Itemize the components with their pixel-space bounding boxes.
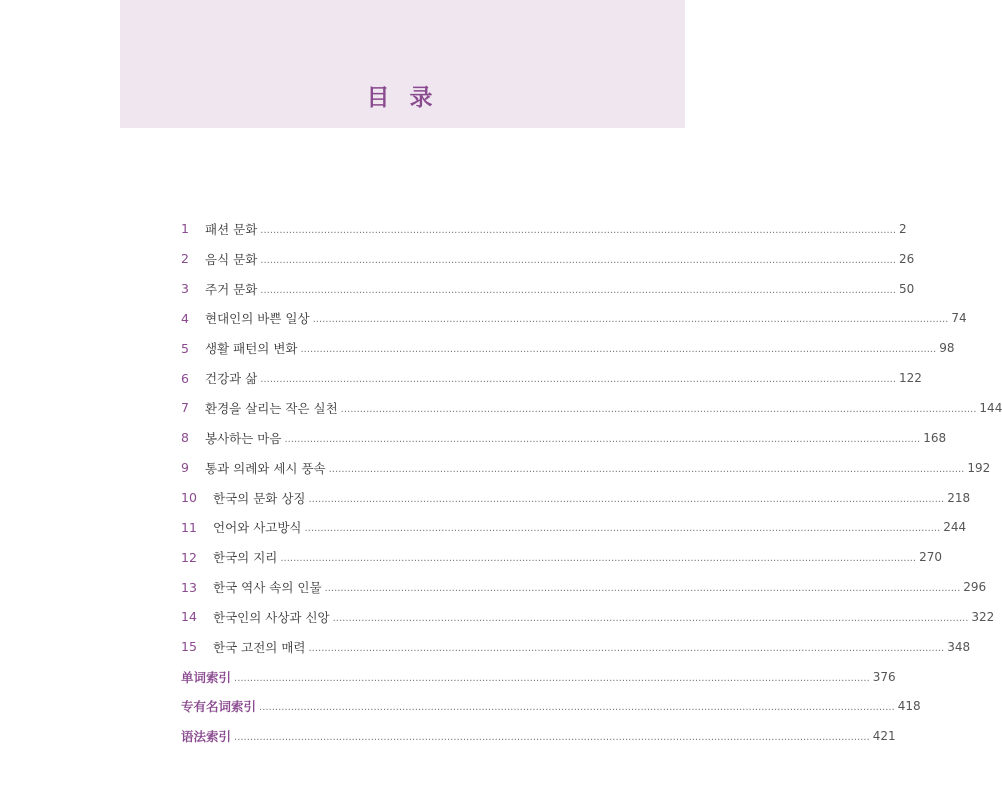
toc-chapter-row[interactable] (181, 602, 995, 632)
page-number: 296 (963, 580, 987, 595)
chapter-title: 언어와 사고방식 (213, 520, 302, 536)
page-number: 322 (971, 609, 995, 624)
page-number: 192 (967, 460, 991, 475)
page-number: 50 (899, 281, 915, 296)
leader-dots: ........................................................................................................................................................................................................ (332, 612, 969, 624)
leader-dots: ........................................................................................................................................................................................................ (308, 493, 945, 505)
table-of-contents (181, 214, 1002, 751)
chapter-number: 2 (181, 251, 189, 267)
chapter-number: 9 (181, 460, 189, 476)
leader-dots: ........................................................................................................................................................................................................ (260, 284, 897, 296)
toc-chapter-row[interactable] (181, 453, 991, 483)
header-band (120, 0, 685, 128)
leader-dots: ........................................................................................................................................................................................................ (312, 314, 949, 326)
page-number: 122 (899, 371, 922, 386)
page-number: 418 (897, 699, 921, 714)
toc-chapter-row[interactable] (181, 483, 971, 513)
leader-dots: ........................................................................................................................................................................................................ (260, 374, 897, 386)
chapter-title: 생활 패턴의 변화 (205, 341, 298, 357)
toc-chapter-row[interactable] (181, 333, 955, 363)
chapter-number: 12 (181, 549, 197, 565)
chapter-title: 패션 문화 (205, 221, 258, 237)
chapter-number: 14 (181, 609, 197, 625)
toc-index-row[interactable] (181, 721, 896, 751)
chapter-title: 한국 역사 속의 인물 (213, 580, 322, 596)
toc-chapter-row[interactable] (181, 542, 943, 572)
leader-dots: ........................................................................................................................................................................................................ (340, 403, 977, 415)
chapter-title: 현대인의 바쁜 일상 (205, 311, 310, 327)
page-number: 348 (947, 639, 971, 654)
index-title: 专有名词索引 (181, 699, 257, 715)
toc-chapter-row[interactable] (181, 244, 915, 274)
page-number: 98 (939, 341, 955, 356)
leader-dots: ........................................................................................................................................................................................................ (300, 344, 937, 356)
leader-dots: ........................................................................................................................................................................................................ (234, 732, 870, 744)
leader-dots: ........................................................................................................................................................................................................ (260, 224, 897, 236)
page-number: 244 (943, 520, 967, 535)
leader-dots: ........................................................................................................................................................................................................ (260, 254, 897, 266)
page-number: 218 (947, 490, 971, 505)
chapter-title: 한국의 문화 상징 (213, 490, 306, 506)
chapter-number: 15 (181, 639, 197, 655)
page-number: 421 (872, 729, 896, 744)
toc-chapter-row[interactable] (181, 214, 907, 244)
chapter-number: 8 (181, 430, 189, 446)
leader-dots: ........................................................................................................................................................................................................ (308, 642, 945, 654)
leader-dots: ........................................................................................................................................................................................................ (259, 702, 895, 714)
index-title: 语法索引 (181, 729, 232, 745)
toc-chapter-row[interactable] (181, 274, 915, 304)
leader-dots: ........................................................................................................................................................................................................ (328, 463, 965, 475)
chapter-number: 7 (181, 400, 189, 416)
toc-chapter-row[interactable] (181, 512, 967, 542)
chapter-title: 주거 문화 (205, 281, 258, 297)
page-number: 168 (923, 430, 947, 445)
leader-dots: ........................................................................................................................................................................................................ (304, 523, 941, 535)
chapter-title: 환경을 살리는 작은 실천 (205, 400, 338, 416)
chapter-number: 10 (181, 490, 197, 506)
chapter-title: 한국인의 사상과 신앙 (213, 609, 330, 625)
leader-dots: ........................................................................................................................................................................................................ (280, 553, 917, 565)
chapter-title: 봉사하는 마음 (205, 430, 282, 446)
chapter-title: 음식 문화 (205, 251, 258, 267)
chapter-title: 한국의 지리 (213, 550, 278, 566)
leader-dots: ........................................................................................................................................................................................................ (234, 672, 870, 684)
toc-chapter-row[interactable] (181, 572, 987, 602)
toc-chapter-row[interactable] (181, 393, 1002, 423)
chapter-number: 4 (181, 310, 189, 326)
chapter-number: 1 (181, 221, 189, 237)
chapter-number: 5 (181, 340, 189, 356)
page-number: 26 (899, 251, 915, 266)
page-number: 270 (919, 550, 943, 565)
page-number: 144 (979, 400, 1002, 415)
chapter-title: 통과 의례와 세시 풍속 (205, 460, 326, 476)
chapter-title: 한국 고전의 매력 (213, 639, 306, 655)
leader-dots: ........................................................................................................................................................................................................ (284, 433, 921, 445)
chapter-number: 3 (181, 281, 189, 297)
page-title: 目 录 (366, 85, 439, 111)
chapter-title: 건강과 삶 (205, 371, 258, 387)
toc-chapter-row[interactable] (181, 363, 922, 393)
toc-index-row[interactable] (181, 692, 921, 722)
chapter-number: 13 (181, 579, 197, 595)
toc-chapter-row[interactable] (181, 423, 947, 453)
page-number: 74 (951, 311, 967, 326)
index-title: 单词索引 (181, 669, 232, 685)
page-number: 376 (872, 669, 896, 684)
toc-chapter-row[interactable] (181, 632, 971, 662)
toc-index-row[interactable] (181, 662, 896, 692)
chapter-number: 11 (181, 519, 197, 535)
chapter-number: 6 (181, 370, 189, 386)
leader-dots: ........................................................................................................................................................................................................ (324, 583, 961, 595)
toc-chapter-row[interactable] (181, 304, 967, 334)
page-number: 2 (899, 221, 907, 236)
